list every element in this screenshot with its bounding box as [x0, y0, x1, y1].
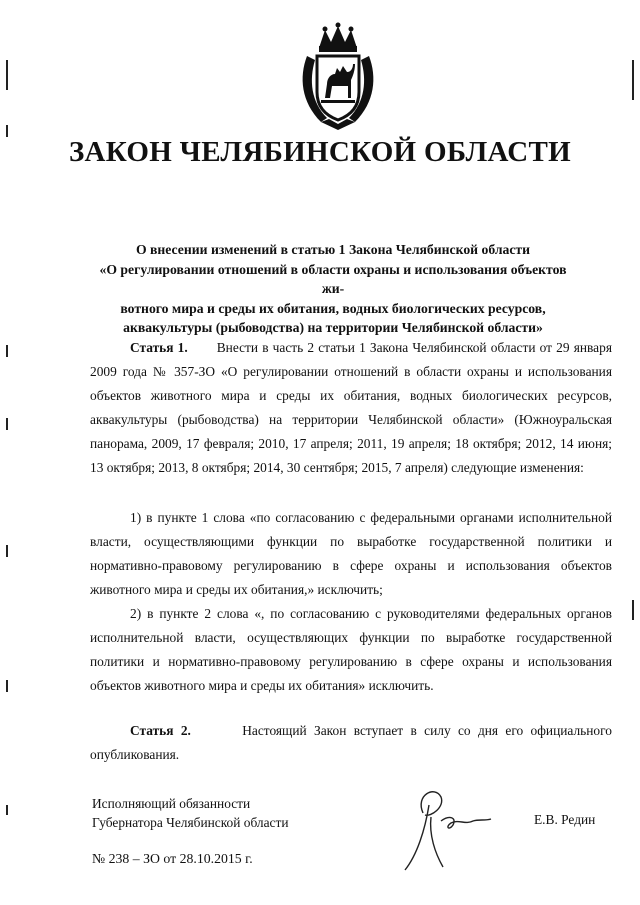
law-subject	[88, 240, 578, 338]
scan-edge-mark	[6, 680, 8, 692]
article-1	[90, 336, 612, 480]
article-1-item-1: 1) в пункте 1 слова «по согласованию с федеральными органами исполнительной власти, осуществляющими функции по выработке государственной политики и нормативно-правовому регулированию в сфере охраны и использования объектов животного мира и среды их обитания,» исключить;	[90, 510, 612, 597]
scan-edge-mark	[6, 418, 8, 430]
article-2-label: Статья 2.	[130, 723, 191, 738]
scan-edge-mark	[6, 60, 8, 90]
law-title: ЗАКОН ЧЕЛЯБИНСКОЙ ОБЛАСТИ	[68, 136, 572, 168]
signatory-name: Е.В. Редин	[534, 812, 596, 827]
law-number: № 238 – ЗО от 28.10.2015 г.	[92, 851, 253, 866]
article-2-text: Настоящий Закон вступает в силу со дня его официального опубликования.	[90, 723, 612, 762]
article-1-item-2: 2) в пункте 2 слова «, по согласованию с руководителями федеральных органов исполнительной власти, осуществляющих функции по выработке государственной политики и нормативно-правовому регулированию в сфере охраны и использования объектов животного мира и среды их обитания» исключить.	[90, 606, 612, 693]
subject-line: О внесении изменений в статью 1 Закона Челябинской области	[135, 242, 531, 257]
handwritten-signature	[395, 775, 505, 875]
article-1-text: Внести в часть 2 статьи 1 Закона Челябинской области от 29 января 2009 года № 357-ЗО «О регулировании отношений в области охраны и использования объектов животного мира и среды их обитания, водных биологических ресурсов, аквакультуры (рыбоводства) на территории Челябинской области» (Южноуральская панорама, 2009, 17 февраля; 2010, 17 апреля; 2011, 19 апреля; 18 октября; 2012, 14 июня; 13 октября; 2013, 8 октября; 2014, 30 сентября; 2015, 7 апреля) следующие изменения:	[90, 340, 612, 475]
scan-edge-mark	[6, 545, 8, 557]
signatory-title-line: Исполняющий обязанности	[92, 796, 251, 811]
signatory-title-line: Губернатора Челябинской области	[92, 815, 289, 830]
article-2	[90, 719, 612, 767]
scan-edge-mark	[6, 805, 8, 815]
scan-edge-mark	[632, 60, 634, 100]
chelyabinsk-coat-of-arms-icon	[297, 22, 379, 132]
scan-edge-mark	[6, 125, 8, 137]
scan-edge-mark	[6, 345, 8, 357]
subject-line: аквакультуры (рыбоводства) на территории Челябинской области»	[123, 320, 543, 335]
signatory-title	[92, 794, 289, 832]
article-1-label: Статья 1.	[130, 340, 188, 355]
subject-line: вотного мира и среды их обитания, водных биологических ресурсов,	[120, 300, 546, 316]
scan-edge-mark	[632, 600, 634, 620]
subject-line: «О регулировании отношений в области охраны и использования объектов жи-	[99, 261, 567, 296]
